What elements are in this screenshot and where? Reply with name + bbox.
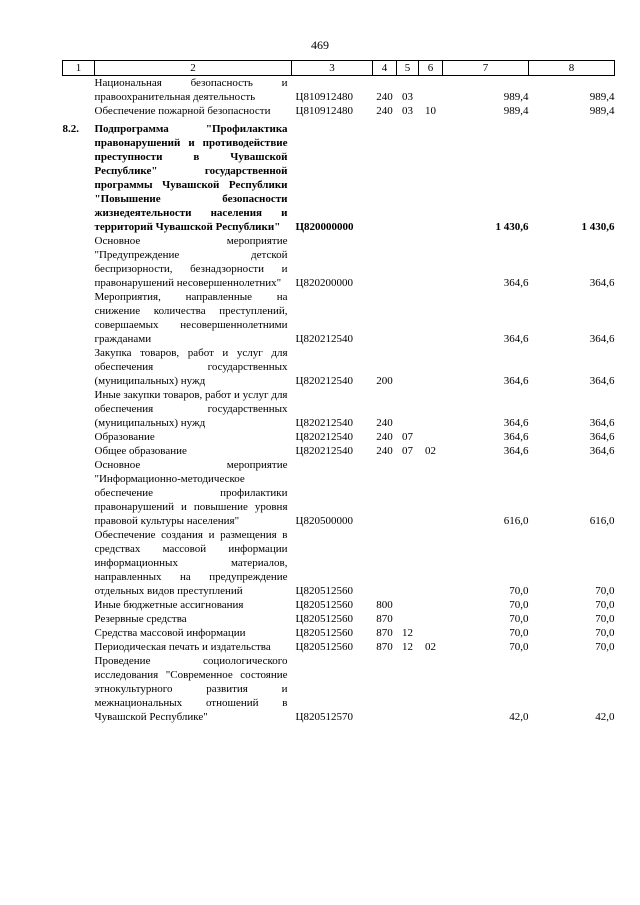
row-expense-type: 240 bbox=[376, 105, 393, 117]
row-name: Общее образование bbox=[94, 445, 187, 457]
row-expense-type: 870 bbox=[376, 627, 393, 639]
row-code: Ц820512560 bbox=[295, 627, 353, 639]
table-header-row bbox=[63, 61, 615, 76]
row-section bbox=[397, 234, 419, 290]
row-expense-type bbox=[373, 122, 397, 234]
row-amount-2: 1 430,6 bbox=[581, 221, 615, 233]
row-section: 07 bbox=[402, 431, 413, 443]
row-section bbox=[397, 612, 419, 626]
row-expense-type: 870 bbox=[376, 613, 393, 625]
row-name: Основное мероприятие "Информационно-методическое обеспечение профилактики правонарушений и повышение уровня правовой культуры населения" bbox=[94, 459, 288, 527]
row-amount-1: 989,4 bbox=[503, 105, 529, 117]
row-amount-1: 364,6 bbox=[503, 333, 529, 345]
table-row bbox=[63, 104, 615, 118]
table-row bbox=[63, 640, 615, 654]
row-name: Иные бюджетные ассигнования bbox=[94, 599, 244, 611]
row-code: Ц810912480 bbox=[295, 91, 353, 103]
header-col-6: 6 bbox=[419, 61, 443, 76]
row-number bbox=[63, 444, 95, 458]
row-amount-2: 989,4 bbox=[589, 105, 615, 117]
row-code: Ц820512560 bbox=[295, 613, 353, 625]
row-name: Закупка товаров, работ и услуг для обеспечения государственных (муниципальных) нужд bbox=[94, 347, 288, 387]
row-expense-type: 240 bbox=[376, 91, 393, 103]
row-amount-2: 70,0 bbox=[595, 627, 615, 639]
row-code: Ц810912480 bbox=[295, 105, 353, 117]
table-body bbox=[63, 76, 615, 725]
row-amount-1: 364,6 bbox=[503, 431, 529, 443]
row-number: 8.2. bbox=[62, 123, 79, 135]
row-subsection bbox=[419, 626, 443, 640]
row-section bbox=[397, 528, 419, 598]
row-expense-type bbox=[373, 234, 397, 290]
row-subsection bbox=[419, 234, 443, 290]
row-amount-1: 989,4 bbox=[503, 91, 529, 103]
row-amount-1: 70,0 bbox=[509, 627, 529, 639]
row-expense-type: 240 bbox=[376, 417, 393, 429]
row-subsection bbox=[419, 76, 443, 105]
row-name: Проведение социологического исследования "Современное состояние этнокультурного развития и межнациональных отношений в Чувашской Республике" bbox=[94, 655, 288, 723]
row-section: 12 bbox=[402, 641, 413, 653]
row-subsection bbox=[419, 654, 443, 724]
row-amount-2: 70,0 bbox=[595, 641, 615, 653]
header-col-1: 1 bbox=[63, 61, 95, 76]
row-code: Ц820512560 bbox=[295, 641, 353, 653]
row-number bbox=[63, 234, 95, 290]
header-col-7: 7 bbox=[443, 61, 529, 76]
header-col-5: 5 bbox=[397, 61, 419, 76]
row-subsection bbox=[419, 612, 443, 626]
row-section bbox=[397, 346, 419, 388]
row-number bbox=[63, 104, 95, 118]
header-col-3: 3 bbox=[292, 61, 373, 76]
row-amount-2: 70,0 bbox=[595, 613, 615, 625]
row-subsection bbox=[419, 598, 443, 612]
row-number bbox=[63, 458, 95, 528]
row-amount-1: 364,6 bbox=[503, 445, 529, 457]
row-code: Ц820200000 bbox=[295, 277, 353, 289]
row-expense-type bbox=[373, 528, 397, 598]
page-number: 469 bbox=[311, 38, 329, 52]
row-amount-2: 42,0 bbox=[595, 711, 615, 723]
row-expense-type: 240 bbox=[376, 445, 393, 457]
row-expense-type: 200 bbox=[376, 375, 393, 387]
row-expense-type: 870 bbox=[376, 641, 393, 653]
row-expense-type bbox=[373, 654, 397, 724]
row-subsection: 10 bbox=[425, 105, 436, 117]
table-row bbox=[63, 654, 615, 724]
row-name: Периодическая печать и издательства bbox=[94, 641, 271, 653]
table-row bbox=[63, 76, 615, 105]
row-name: Резервные средства bbox=[94, 613, 187, 625]
row-code: Ц820212540 bbox=[295, 445, 353, 457]
row-amount-1: 364,6 bbox=[503, 417, 529, 429]
row-name: Иные закупки товаров, работ и услуг для обеспечения государственных (муниципальных) нужд bbox=[94, 389, 288, 429]
row-section: 03 bbox=[402, 105, 413, 117]
header-col-8: 8 bbox=[529, 61, 615, 76]
row-number bbox=[63, 598, 95, 612]
table-row bbox=[63, 290, 615, 346]
table-row bbox=[63, 388, 615, 430]
row-expense-type bbox=[373, 290, 397, 346]
row-code: Ц820212540 bbox=[295, 333, 353, 345]
row-amount-2: 616,0 bbox=[589, 515, 615, 527]
row-number bbox=[63, 430, 95, 444]
row-amount-1: 70,0 bbox=[509, 641, 529, 653]
row-amount-2: 364,6 bbox=[589, 445, 615, 457]
row-number bbox=[63, 76, 95, 105]
row-number bbox=[63, 528, 95, 598]
row-number bbox=[63, 388, 95, 430]
row-amount-1: 70,0 bbox=[509, 599, 529, 611]
row-name: Основное мероприятие "Предупреждение детской беспризорности, безнадзорности и правонарушений несовершеннолетних" bbox=[94, 235, 288, 289]
row-name: Мероприятия, направленные на снижение количества преступлений, совершаемых несовершеннолетними гражданами bbox=[94, 291, 288, 345]
row-name: Национальная безопасность и правоохранительная деятельность bbox=[94, 77, 288, 103]
row-number bbox=[63, 654, 95, 724]
table-row bbox=[63, 444, 615, 458]
row-expense-type: 240 bbox=[376, 431, 393, 443]
table-row bbox=[63, 234, 615, 290]
row-code: Ц820000000 bbox=[295, 221, 354, 233]
table-row bbox=[63, 612, 615, 626]
row-section bbox=[397, 290, 419, 346]
table-row bbox=[63, 430, 615, 444]
row-subsection bbox=[419, 430, 443, 444]
row-code: Ц820212540 bbox=[295, 375, 353, 387]
row-number bbox=[63, 640, 95, 654]
row-section: 12 bbox=[402, 627, 413, 639]
row-subsection bbox=[419, 528, 443, 598]
row-amount-1: 70,0 bbox=[509, 585, 529, 597]
row-subsection bbox=[419, 458, 443, 528]
row-name: Образование bbox=[94, 431, 155, 443]
row-code: Ц820512560 bbox=[295, 585, 353, 597]
header-col-4: 4 bbox=[373, 61, 397, 76]
row-section bbox=[397, 388, 419, 430]
row-amount-2: 364,6 bbox=[589, 417, 615, 429]
row-code: Ц820512570 bbox=[295, 711, 353, 723]
table-row bbox=[63, 458, 615, 528]
row-number bbox=[63, 290, 95, 346]
row-subsection bbox=[419, 290, 443, 346]
table-row bbox=[63, 626, 615, 640]
row-code: Ц820500000 bbox=[295, 515, 353, 527]
row-amount-1: 42,0 bbox=[509, 711, 529, 723]
row-code: Ц820212540 bbox=[295, 417, 353, 429]
row-name: Средства массовой информации bbox=[94, 627, 246, 639]
table-row bbox=[63, 122, 615, 234]
row-amount-1: 364,6 bbox=[503, 375, 529, 387]
row-expense-type bbox=[373, 458, 397, 528]
row-amount-2: 989,4 bbox=[589, 91, 615, 103]
row-section bbox=[397, 122, 419, 234]
table-row bbox=[63, 346, 615, 388]
row-amount-2: 70,0 bbox=[595, 585, 615, 597]
row-amount-1: 364,6 bbox=[503, 277, 529, 289]
row-section bbox=[397, 458, 419, 528]
header-col-2: 2 bbox=[95, 61, 292, 76]
row-name: Обеспечение создания и размещения в средствах массовой информации информационных материалов, направленных на предупреждение отдельных видов преступлений bbox=[94, 529, 288, 597]
budget-table bbox=[62, 60, 615, 724]
row-number bbox=[63, 346, 95, 388]
row-amount-2: 70,0 bbox=[595, 599, 615, 611]
row-amount-2: 364,6 bbox=[589, 375, 615, 387]
row-subsection: 02 bbox=[425, 641, 436, 653]
row-subsection: 02 bbox=[425, 445, 436, 457]
table-row bbox=[63, 528, 615, 598]
row-amount-1: 1 430,6 bbox=[495, 221, 529, 233]
row-name: Подпрограмма "Профилактика правонарушений и противодействие преступности в Чувашской Республике" государственной программы Чувашской Республики "Повышение безопасности жизнедеятельности населения и территорий Чувашской Республики" bbox=[94, 123, 288, 233]
row-subsection bbox=[419, 122, 443, 234]
row-number bbox=[63, 626, 95, 640]
row-amount-1: 616,0 bbox=[503, 515, 529, 527]
row-subsection bbox=[419, 346, 443, 388]
row-code: Ц820212540 bbox=[295, 431, 353, 443]
row-expense-type: 800 bbox=[376, 599, 393, 611]
row-section bbox=[397, 598, 419, 612]
row-amount-1: 70,0 bbox=[509, 613, 529, 625]
row-number bbox=[63, 612, 95, 626]
row-section: 07 bbox=[402, 445, 413, 457]
row-name: Обеспечение пожарной безопасности bbox=[94, 105, 271, 117]
row-amount-2: 364,6 bbox=[589, 431, 615, 443]
row-section bbox=[397, 654, 419, 724]
row-section: 03 bbox=[402, 91, 413, 103]
row-subsection bbox=[419, 388, 443, 430]
row-code: Ц820512560 bbox=[295, 599, 353, 611]
row-amount-2: 364,6 bbox=[589, 277, 615, 289]
row-amount-2: 364,6 bbox=[589, 333, 615, 345]
table-row bbox=[63, 598, 615, 612]
